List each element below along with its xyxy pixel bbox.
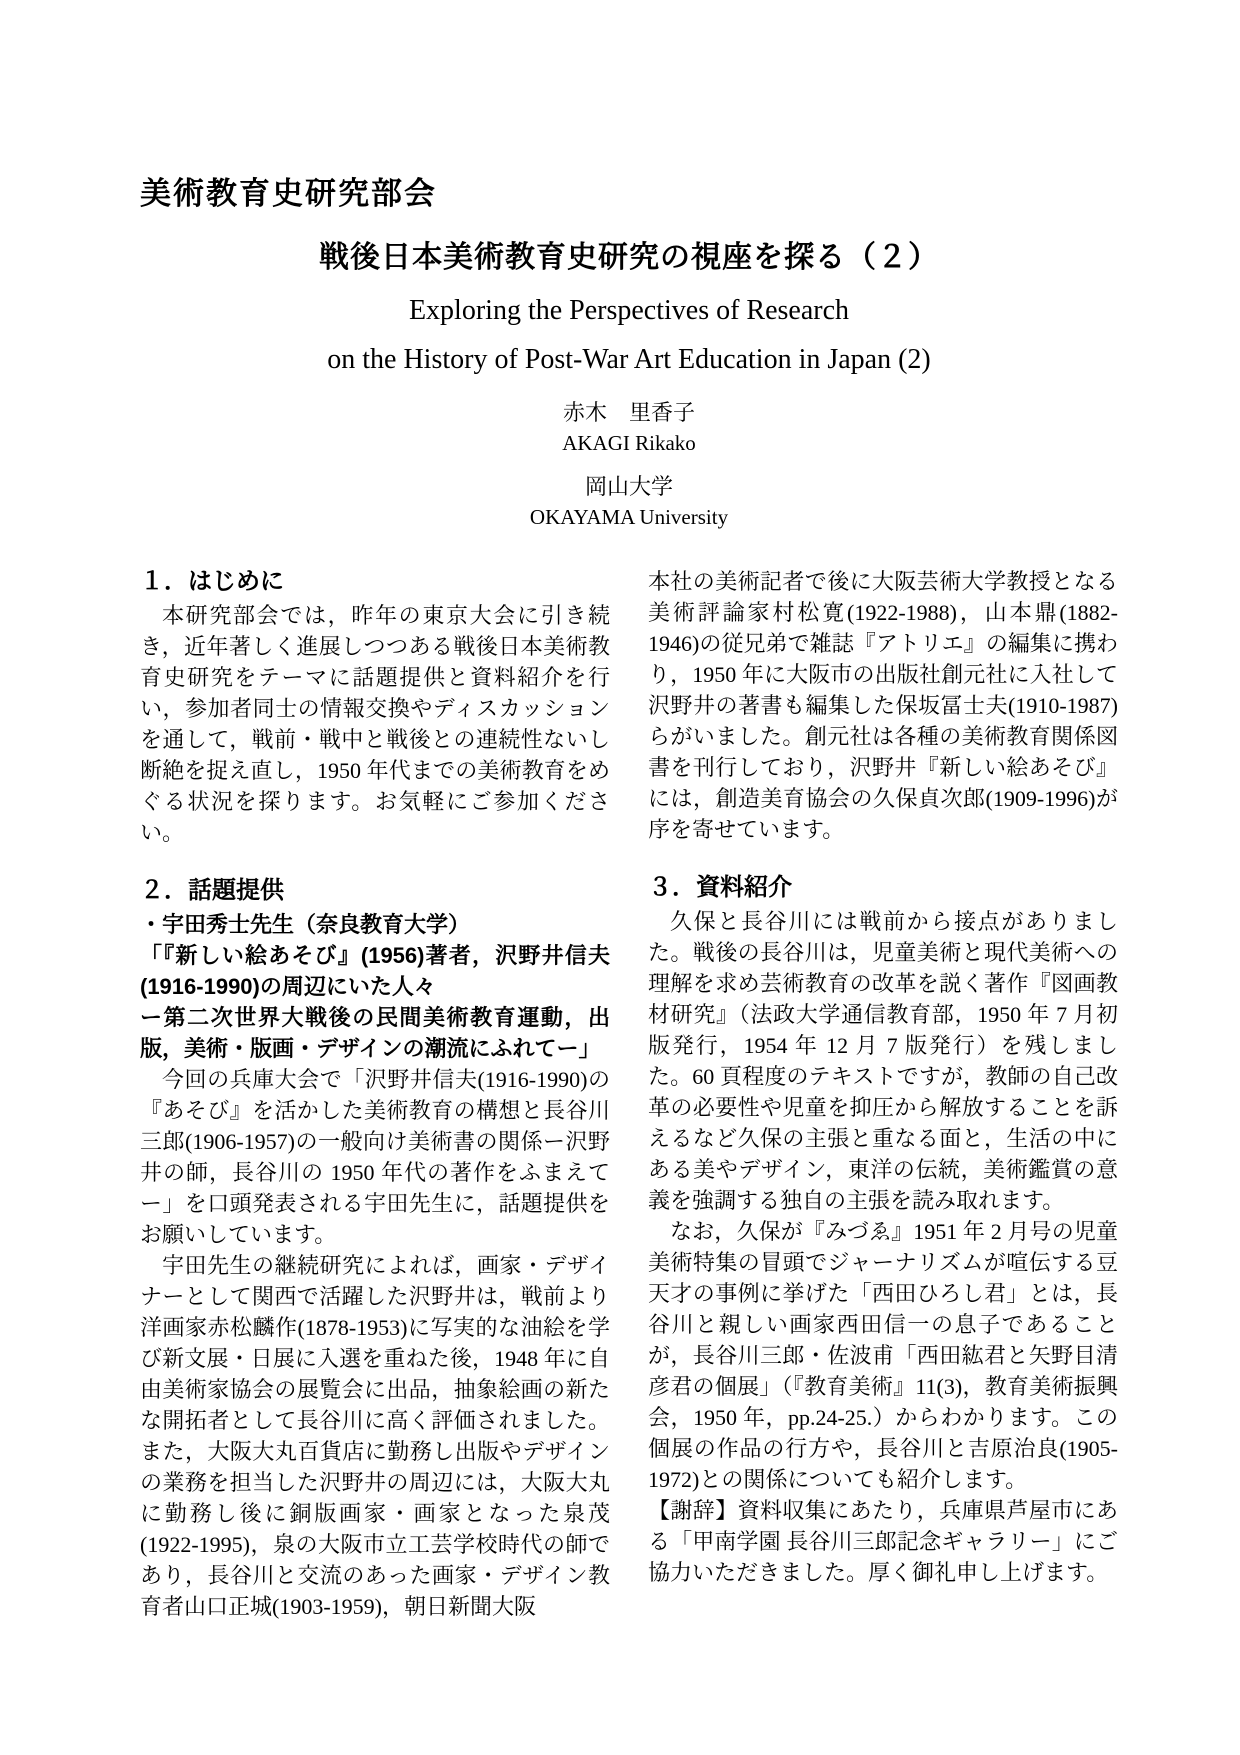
paper-title-english-line1: Exploring the Perspectives of Research (408, 295, 850, 326)
right-column (648, 566, 1118, 1622)
paper-title-japanese: 戦後日本美術教育史研究の視座を探る（２） (319, 241, 939, 274)
section-3-paragraph-2: なお，久保が『みづゑ』1951 年 2 月号の児童美術特集の冒頭でジャーナリズムが喧伝する豆天才の事例に挙げた「西田ひろし君」とは，長谷川と親しい画家西田信一の息子であることが，長谷川三郎・佐波甫「西田紘君と矢野目清彦君の個展」（『教育美術』11(3)，教育美術振興会，1950 年，pp.24-25.）からわかります。この個展の作品の行方や，長谷川と吉原治良(1905-1972)との関係についても紹介します。 (648, 1219, 1118, 1492)
section-2-heading: ２．話題提供 (140, 877, 284, 904)
paper-title-english-line2: on the History of Post-War Art Education in Japan (2) (327, 344, 931, 375)
author-name-english: AKAGI Rikako (562, 431, 696, 455)
section-2-paragraph-2-continued: 本社の美術記者で後に大阪芸術大学教授となる美術評論家村松寛(1922-1988)，山本鼎(1882-1946)の従兄弟で雑誌『アトリエ』の編集に携わり，1950 年に大阪市の出版社創元社に入社して沢野井の著書も編集した保坂冨士夫(1910-1987)らがいました。創元社は各種の美術教育関係図書を刊行しており，沢野井『新しい絵あそび』には，創造美育協会の久保貞次郎(1909-1996)が序を寄せています。 (648, 569, 1118, 842)
talk-subtitle: ー第二次世界大戦後の民間美術教育運動，出版，美術・版画・デザインの潮流にふれてー」 (140, 1005, 610, 1061)
talk-title: 「『新しい絵あそび』(1956)著者，沢野井信夫(1916-1990)の周辺にいた人々 (140, 943, 610, 999)
affiliation-japanese: 岡山大学 (584, 474, 673, 499)
section-3-paragraph-1: 久保と長谷川には戦前から接点がありました。戦後の長谷川は，児童美術と現代美術への理解を求め芸術教育の改革を説く著作『図画教材研究』（法政大学通信教育部，1950 年 7 月初版発行，1954 年 12 月 7 版発行）を残しました。60 頁程度のテキストですが，教師の自己改革の必要性や児童を抑圧から解放することを訴えるなど久保の主張と重なる面と，生活の中にある美やデザイン，東洋の伝統，美術鑑賞の意義を強調する独自の主張を読み取れます。 (648, 909, 1118, 1213)
section-3-heading: ３．資料紹介 (648, 874, 792, 901)
author-name-japanese: 赤木 里香子 (562, 400, 695, 425)
acknowledgment-paragraph: 【謝辞】資料収集にあたり，兵庫県芦屋市にある「甲南学園 長谷川三郎記念ギャラリー」にご協力いただきました。厚く御礼申し上げます。 (648, 1498, 1118, 1585)
section-1-heading: １．はじめに (140, 568, 284, 595)
section-2-paragraph-1: 今回の兵庫大会で「沢野井信夫(1916-1990)の『あそび』を活かした美術教育の構想と長谷川三郎(1906-1957)の一般向け美術書の関係ー沢野井の師，長谷川の 1950 年代の著作をふまえてー」を口頭発表される宇田先生に，話題提供をお願いしています。 (140, 1067, 610, 1247)
research-group-title: 美術教育史研究部会 (140, 176, 437, 211)
left-column (140, 566, 610, 1622)
two-column-body (140, 566, 1118, 1622)
section-2-paragraph-2-left: 宇田先生の継続研究によれば，画家・デザイナーとして関西で活躍した沢野井は，戦前より洋画家赤松麟作(1878-1953)に写実的な油絵を学び新文展・日展に入選を重ねた後，1948 年に自由美術家協会の展覧会に出品，抽象絵画の新たな開拓者として長谷川に高く評価されました。また，大阪大丸百貨店に勤務し出版やデザインの業務を担当した沢野井の周辺には，大阪大丸に勤務し後に銅版画家・画家となった泉茂(1922-1995)，泉の大阪市立工芸学校時代の師であり，長谷川と交流のあった画家・デザイン教育者山口正城(1903-1959)，朝日新聞大阪 (140, 1253, 610, 1619)
section-1-paragraph: 本研究部会では，昨年の東京大会に引き続き，近年著しく進展しつつある戦後日本美術教育史研究をテーマに話題提供と資料紹介を行い，参加者同士の情報交換やディスカッションを通して，戦前・戦中と戦後との連続性ないし断絶を捉え直し，1950 年代までの美術教育をめぐる状況を探ります。お気軽にご参加ください。 (140, 603, 610, 845)
speaker-line: ・宇田秀士先生（奈良教育大学） (140, 912, 471, 937)
affiliation-english: OKAYAMA University (529, 505, 729, 529)
